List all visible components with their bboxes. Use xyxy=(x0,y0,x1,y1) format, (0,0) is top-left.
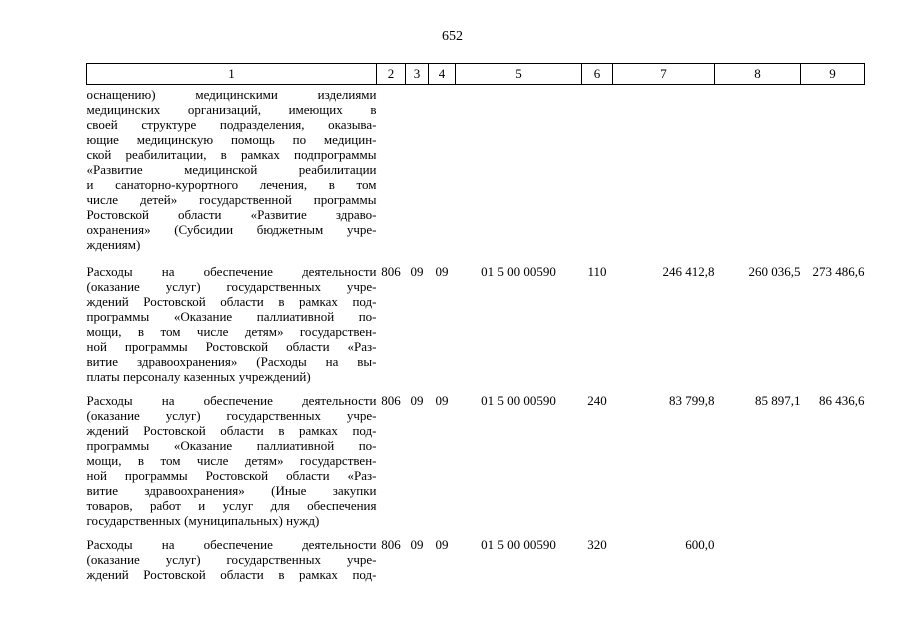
row-description xyxy=(87,85,377,265)
description-line: ной программы Ростовской области «Раз- xyxy=(86,339,377,354)
description-line: оснащению) медицинскими изделиями xyxy=(86,87,377,102)
col-header-1: 1 xyxy=(87,64,377,85)
description-line: ждений Ростовской области в рамках под- xyxy=(86,294,377,309)
description-line: Расходы на обеспечение деятельности xyxy=(86,537,377,552)
description-line: мощи, в том числе детям» государствен- xyxy=(86,324,377,339)
cell-amount-col7 xyxy=(613,85,715,265)
cell-amount-col7: 83 799,8 xyxy=(669,393,715,408)
description-line: (оказание услуг) государственных учре- xyxy=(86,279,377,294)
table-row xyxy=(87,393,865,537)
cell-subsection: 09 xyxy=(435,537,449,552)
description-line: своей структуре подразделения, оказыва- xyxy=(86,117,377,132)
description-line: медицинских организаций, имеющих в xyxy=(86,102,377,117)
cell-expense-type: 110 xyxy=(587,264,607,279)
description-line: программы «Оказание паллиативной по- xyxy=(86,309,377,324)
table-row xyxy=(87,85,865,265)
cell-ministry-code: 806 xyxy=(381,537,401,552)
description-line: программы «Оказание паллиативной по- xyxy=(86,438,377,453)
description-line: витие здравоохранения» (Иные закупки xyxy=(86,483,377,498)
cell-amount-col8 xyxy=(715,85,801,265)
cell-section: 09 xyxy=(410,264,424,279)
row-description xyxy=(87,264,377,393)
cell-target-code: 01 5 00 00590 xyxy=(481,264,556,279)
cell-ministry-code: 806 xyxy=(381,393,401,408)
description-line: мощи, в том числе детям» государствен- xyxy=(86,453,377,468)
cell-amount-col8: 85 897,1 xyxy=(755,393,801,408)
description-line: Расходы на обеспечение деятельности xyxy=(86,264,377,279)
col-header-3: 3 xyxy=(406,64,429,85)
cell-section xyxy=(406,85,429,265)
table-row xyxy=(87,264,865,393)
description-line: числе детей» государственной программы xyxy=(86,192,377,207)
cell-expense-type xyxy=(582,85,613,265)
cell-ministry-code xyxy=(377,85,406,265)
cell-ministry-code: 806 xyxy=(381,264,401,279)
cell-subsection: 09 xyxy=(435,393,449,408)
col-header-2: 2 xyxy=(377,64,406,85)
budget-table xyxy=(86,63,865,591)
cell-subsection xyxy=(429,85,456,265)
description-line: ской реабилитации, в рамках подпрограммы xyxy=(86,147,377,162)
row-description xyxy=(87,393,377,537)
description-line: государственных (муниципальных) нужд) xyxy=(86,513,320,528)
description-line: ющие медицинскую помощь по медицин- xyxy=(86,132,377,147)
cell-subsection: 09 xyxy=(435,264,449,279)
description-line: витие здравоохранения» (Расходы на вы- xyxy=(86,354,377,369)
cell-expense-type: 320 xyxy=(587,537,607,552)
description-line: ждений Ростовской области в рамках под- xyxy=(86,567,377,582)
row-description xyxy=(87,537,377,591)
col-header-9: 9 xyxy=(801,64,865,85)
description-line: Расходы на обеспечение деятельности xyxy=(86,393,377,408)
cell-amount-col8 xyxy=(715,537,801,591)
cell-target-code: 01 5 00 00590 xyxy=(481,537,556,552)
header-row xyxy=(87,64,865,85)
description-line: и санаторно-курортного лечения, в том xyxy=(86,177,377,192)
description-line: платы персоналу казенных учреждений) xyxy=(86,369,311,384)
col-header-7: 7 xyxy=(613,64,715,85)
col-header-8: 8 xyxy=(715,64,801,85)
col-header-4: 4 xyxy=(429,64,456,85)
cell-section: 09 xyxy=(410,537,424,552)
page-number: 652 xyxy=(442,29,463,44)
cell-amount-col9 xyxy=(801,537,865,591)
cell-amount-col8: 260 036,5 xyxy=(748,264,801,279)
table-row xyxy=(87,537,865,591)
cell-target-code: 01 5 00 00590 xyxy=(481,393,556,408)
col-header-6: 6 xyxy=(582,64,613,85)
cell-amount-col7: 600,0 xyxy=(685,537,715,552)
description-line: (оказание услуг) государственных учре- xyxy=(86,552,377,567)
cell-amount-col9: 86 436,6 xyxy=(819,393,865,408)
col-header-5: 5 xyxy=(456,64,582,85)
description-line: ной программы Ростовской области «Раз- xyxy=(86,468,377,483)
description-line: ждениям) xyxy=(86,237,141,252)
cell-section: 09 xyxy=(410,393,424,408)
description-line: «Развитие медицинской реабилитации xyxy=(86,162,377,177)
description-line: охранения» (Субсидии бюджетным учре- xyxy=(86,222,377,237)
cell-amount-col9: 273 486,6 xyxy=(812,264,865,279)
description-line: Ростовской области «Развитие здраво- xyxy=(86,207,377,222)
description-line: ждений Ростовской области в рамках под- xyxy=(86,423,377,438)
cell-target-code xyxy=(456,85,582,265)
cell-amount-col7: 246 412,8 xyxy=(662,264,715,279)
description-line: (оказание услуг) государственных учре- xyxy=(86,408,377,423)
description-line: товаров, работ и услуг для обеспечения xyxy=(86,498,377,513)
cell-expense-type: 240 xyxy=(587,393,607,408)
cell-amount-col9 xyxy=(801,85,865,265)
